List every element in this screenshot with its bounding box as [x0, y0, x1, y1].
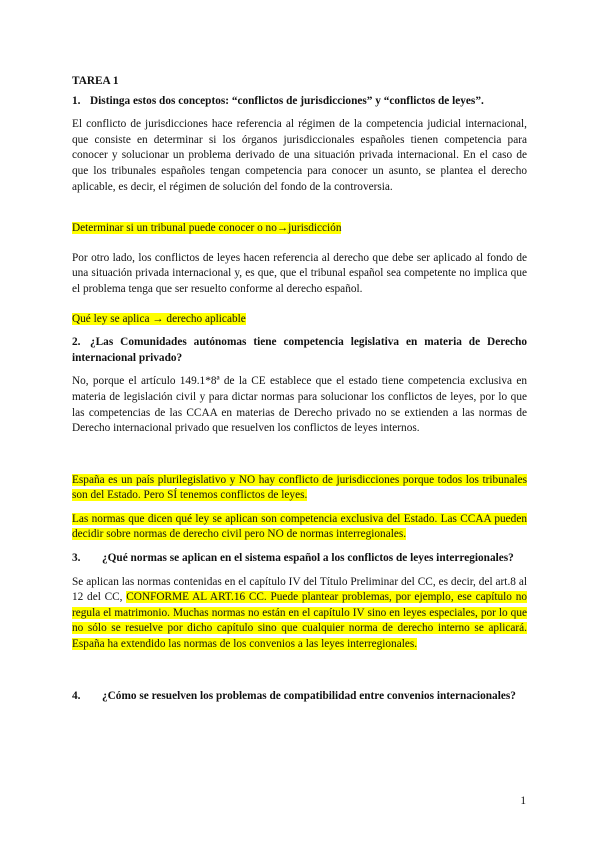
answer-1-highlight-1: Determinar si un tribunal puede conocer o no→jurisdicción [72, 222, 342, 235]
question-4-number: 4. [72, 689, 81, 702]
answer-2-highlight-1: España es un país plurilegislativo y NO hay conflicto de jurisdicciones porque todos los tribunales son del Estado. Pero SÍ tenemos conflictos de leyes. [72, 473, 527, 502]
answer-3-highlight: CONFORME AL ART.16 CC. Puede plantear problemas, por ejemplo, ese capítulo no regula el matrimonio. Muchas normas no están en el capítulo IV sino en leyes especiales, por lo que no sólo se resuelve por dicho capítulo sino que cualquier norma de derecho interno se aplicará. España ha extendido las normas de los convenios a las leyes interregionales. [72, 591, 528, 651]
question-4 [72, 689, 527, 705]
answer-1-highlight-2: Qué ley se aplica → derecho aplicable [72, 312, 246, 325]
answer-3-plain: Se aplican las normas contenidas en el capítulo IV del Título Preliminar del CC, es decir, del art.8 al 12 del CC, [72, 575, 527, 604]
answer-3-paragraph-1 [72, 575, 527, 653]
answer-2-paragraph-1: No, porque el artículo 149.1*8ª de la CE establece que el estado tiene competencia exclusiva en materia de legislación civil y para dictar normas para solucionar los conflictos de leyes, por lo que las competencias de las CCAA en materias de Derecho privado no se extienden a las normas de Derecho internacional privado que resuelven los conflictos de leyes internos. [72, 375, 527, 435]
question-1 [72, 94, 527, 110]
answer-1-paragraph-1: El conflicto de jurisdicciones hace referencia al régimen de la competencia judicial internacional, que consiste en determinar si los órganos jurisdiccionales españoles tienen competencia para conocer y solucionar un problema derivado de una situación privada internacional. En el caso de que los tribunales españoles tengan competencia para conocer un asunto, se plantea el derecho aplicable, es decir, el régimen de solución del fondo de la controversia. [72, 118, 527, 193]
page-number: 1 [520, 795, 526, 807]
question-3-text: ¿Qué normas se aplican en el sistema español a los conflictos de leyes interregionales? [102, 552, 514, 565]
question-4-text: ¿Cómo se resuelven los problemas de compatibilidad entre convenios internacionales? [102, 689, 516, 702]
question-2-text: ¿Las Comunidades autónomas tiene competencia legislativa en materia de Derecho internacional privado? [72, 336, 527, 364]
answer-1-paragraph-2: Por otro lado, los conflictos de leyes hacen referencia al derecho que debe ser aplicado al fondo de una situación privada internacional y, es que, que el tribunal español sea competente no implica que el problema tenga que ser resuelto conforme al derecho español. [72, 251, 527, 295]
question-3 [72, 551, 527, 567]
question-2-number: 2. [72, 336, 81, 349]
question-2 [72, 335, 527, 366]
document-page [72, 62, 527, 712]
document-title: TAREA 1 [72, 75, 119, 87]
answer-2-highlight-2: Las normas que dicen qué ley se aplican son competencia exclusiva del Estado. Las CCAA pueden decidir sobre normas de derecho civil pero NO de normas interregionales. [72, 512, 527, 541]
question-1-number: 1. [72, 94, 81, 107]
question-3-number: 3. [72, 552, 81, 565]
question-1-text: Distinga estos dos conceptos: “conflictos de jurisdicciones” y “conflictos de leyes”. [90, 94, 484, 107]
